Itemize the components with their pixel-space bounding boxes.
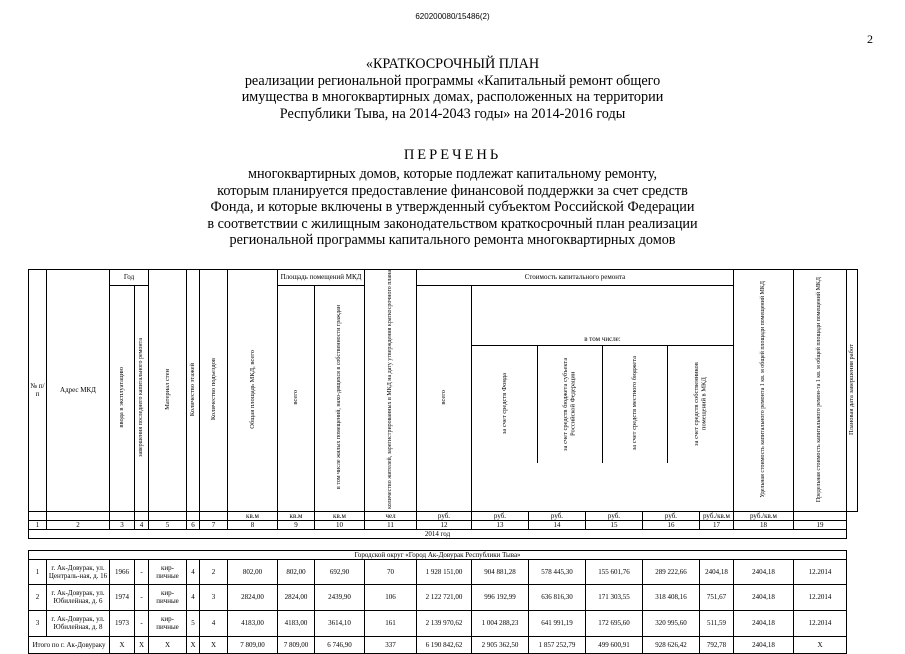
column-number: 19 xyxy=(794,520,847,529)
cell-unit-cost: 2404,18 xyxy=(700,559,734,584)
cell-cost-fund: 904 881,28 xyxy=(472,559,529,584)
column-number: 10 xyxy=(315,520,365,529)
cell-max-cost: 2404,18 xyxy=(734,584,794,610)
cell-cost-local: 172 695,60 xyxy=(586,610,643,636)
column-number: 13 xyxy=(472,520,529,529)
column-number: 18 xyxy=(734,520,794,529)
header-cost-including: в том числе: xyxy=(472,333,733,345)
unit-cell xyxy=(794,511,847,520)
cell-cost-fund: 1 004 288,23 xyxy=(472,610,529,636)
column-number: 5 xyxy=(149,520,187,529)
unit-cell: кв.м xyxy=(228,511,278,520)
column-number: 2 xyxy=(47,520,110,529)
header-cost-total: всего xyxy=(417,285,472,511)
total-cell: 792,78 xyxy=(700,636,734,653)
cell-year-commission: 1966 xyxy=(110,559,135,584)
cell-floors: 4 xyxy=(187,559,200,584)
header-wall-material: Материал стен xyxy=(149,270,187,512)
header-cost-breakdown xyxy=(472,285,734,511)
cell-planned-date: 12.2014 xyxy=(794,610,847,636)
header-address: Адрес МКД xyxy=(47,270,110,512)
cell-year-commission: 1973 xyxy=(110,610,135,636)
total-cell: 928 626,42 xyxy=(643,636,700,653)
header-unit-cost: Удельная стоимость капитального ремонта 1 кв. м общей площади помещений МКД xyxy=(734,270,794,512)
header-residents: количество жителей, зарегистрированных в МКД на дату утверждения краткосрочного плана xyxy=(365,270,417,512)
cell-entrances: 2 xyxy=(200,559,228,584)
total-cell: 2404,18 xyxy=(734,636,794,653)
cell-planned-date: 12.2014 xyxy=(794,584,847,610)
total-cell: X xyxy=(187,636,200,653)
header-year-last-repair: завершения последнего капитального ремонта xyxy=(135,285,149,511)
column-number: 1 xyxy=(29,520,47,529)
total-cell: 1 857 252,79 xyxy=(529,636,586,653)
cell-cost-owners: 289 222,66 xyxy=(643,559,700,584)
column-number: 14 xyxy=(529,520,586,529)
cell-entrances: 3 xyxy=(200,584,228,610)
cell-cost-local: 171 303,55 xyxy=(586,584,643,610)
unit-cell xyxy=(187,511,200,520)
unit-cell xyxy=(47,511,110,520)
cell-premises-total: 4183,00 xyxy=(278,610,315,636)
list-heading: ПЕРЕЧЕНЬ xyxy=(403,147,502,163)
unit-cell: кв.м xyxy=(315,511,365,520)
column-number: 11 xyxy=(365,520,417,529)
total-cell: 7 809,00 xyxy=(278,636,315,653)
cell-planned-date: 12.2014 xyxy=(794,559,847,584)
unit-cell: руб. xyxy=(529,511,586,520)
cell-residents: 106 xyxy=(365,584,417,610)
header-planned-date: Плановая дата завершения работ xyxy=(847,270,858,512)
unit-cell: руб./кв.м xyxy=(700,511,734,520)
document-id: 620200080/15486(2) xyxy=(415,12,490,21)
cell-address: г. Ак-Довурак, ул. Юбилейная, д. 6 xyxy=(47,584,110,610)
header-max-cost: Предельная стоимость капитального ремон-та 1 кв. м общей площади помещений МКД xyxy=(794,270,847,512)
header-premises-residential: в том числе жилых помещений, нахо-дящихся в собственности граждан xyxy=(315,285,365,511)
unit-cell: руб./кв.м xyxy=(734,511,794,520)
cell-year-repair: - xyxy=(135,610,149,636)
cell-address: г. Ак-Довурак, ул. Юбилейная, д. 8 xyxy=(47,610,110,636)
cell-year-commission: 1974 xyxy=(110,584,135,610)
header-cost-owners: за счет средств собственников помещений в МКД xyxy=(693,361,708,446)
total-cell: 7 809,00 xyxy=(228,636,278,653)
cell-cost-total: 1 928 151,00 xyxy=(417,559,472,584)
column-numbers-row xyxy=(29,520,858,529)
column-number: 9 xyxy=(278,520,315,529)
unit-cell xyxy=(200,511,228,520)
title-line: реализации региональной программы «Капитальный ремонт общего xyxy=(244,72,661,89)
list-description xyxy=(0,166,905,249)
cell-num: 1 xyxy=(29,559,47,584)
column-number: 7 xyxy=(200,520,228,529)
header-total-area: Общая площадь МКД, всего xyxy=(228,270,278,512)
total-cell: 6 746,90 xyxy=(315,636,365,653)
description-line: Фонда, и которые включены в утвержденный субъектом Российской Федерации xyxy=(210,199,695,215)
unit-cell: руб. xyxy=(472,511,529,520)
column-number: 6 xyxy=(187,520,200,529)
description-line: региональной программы капитального ремонта многоквартирных домов xyxy=(229,232,676,248)
cell-floors: 4 xyxy=(187,584,200,610)
district-row: Городской округ «Город Ак-Довурак Республики Тыва» xyxy=(29,550,847,559)
units-row xyxy=(29,511,858,520)
description-line: в соответствии с жилищным законодательством краткосрочный план реализации xyxy=(207,215,698,232)
total-cell: X xyxy=(110,636,135,653)
total-cell: 6 190 842,62 xyxy=(417,636,472,653)
cell-floors: 5 xyxy=(187,610,200,636)
cell-residents: 161 xyxy=(365,610,417,636)
cell-cost-owners: 320 995,60 xyxy=(643,610,700,636)
plan-title xyxy=(0,56,905,122)
total-cell: X xyxy=(135,636,149,653)
header-entrances: Количество подъездов xyxy=(200,270,228,512)
header-premises-group: Площадь помещений МКД xyxy=(278,270,365,286)
cell-address: г. Ак-Довурак, ул. Централь-ная, д. 16 xyxy=(47,559,110,584)
cell-premises-total: 802,00 xyxy=(278,559,315,584)
total-label: Итого по г. Ак-Довураку xyxy=(29,636,110,653)
cell-total-area: 2824,00 xyxy=(228,584,278,610)
column-number: 15 xyxy=(586,520,643,529)
header-year-commission: ввода в эксплуатацию xyxy=(110,285,135,511)
title-line: Республики Тыва, на 2014-2043 годы» на 2014-2016 годы xyxy=(279,105,626,122)
cell-wall-material: кир-пичные xyxy=(149,559,187,584)
header-num: № п/п xyxy=(29,270,47,512)
total-cell: 337 xyxy=(365,636,417,653)
housing-table xyxy=(28,269,858,654)
table-row xyxy=(29,584,858,610)
table-row xyxy=(29,559,858,584)
unit-cell: кв.м xyxy=(278,511,315,520)
header-cost-regional: за счет средств бюджета субъекта Российской Федерации xyxy=(537,345,602,463)
column-number: 17 xyxy=(700,520,734,529)
table-row xyxy=(29,610,858,636)
year-section-row: 2014 год xyxy=(29,529,847,538)
total-cell: X xyxy=(149,636,187,653)
column-number: 16 xyxy=(643,520,700,529)
spacer-row xyxy=(29,538,847,550)
description-line: многоквартирных домов, которые подлежат капитальному ремонту, xyxy=(247,166,658,182)
unit-cell: руб. xyxy=(643,511,700,520)
column-number: 8 xyxy=(228,520,278,529)
unit-cell: руб. xyxy=(417,511,472,520)
cell-wall-material: кир-пичные xyxy=(149,584,187,610)
cell-premises-total: 2824,00 xyxy=(278,584,315,610)
description-line: которым планируется предоставление финансовой поддержки за счет средств xyxy=(217,182,688,199)
header-floors: Количество этажей xyxy=(187,270,200,512)
cell-cost-total: 2 139 970,62 xyxy=(417,610,472,636)
column-number: 3 xyxy=(110,520,135,529)
unit-cell: руб. xyxy=(586,511,643,520)
cell-total-area: 802,00 xyxy=(228,559,278,584)
total-cell: 2 905 362,50 xyxy=(472,636,529,653)
cell-total-area: 4183,00 xyxy=(228,610,278,636)
cell-year-repair: - xyxy=(135,584,149,610)
unit-cell xyxy=(135,511,149,520)
cell-unit-cost: 511,59 xyxy=(700,610,734,636)
total-row xyxy=(29,636,858,653)
title-line: «КРАТКОСРОЧНЫЙ ПЛАН xyxy=(365,56,540,72)
header-premises-total: всего xyxy=(278,285,315,511)
page-number: 2 xyxy=(867,32,873,46)
cell-cost-owners: 318 408,16 xyxy=(643,584,700,610)
header-year-group: Год xyxy=(110,270,149,286)
cell-unit-cost: 751,67 xyxy=(700,584,734,610)
cell-cost-regional: 641 991,19 xyxy=(529,610,586,636)
total-cell: X xyxy=(794,636,847,653)
header-cost-fund: за счет средств Фонда xyxy=(472,345,537,463)
cell-cost-local: 155 601,76 xyxy=(586,559,643,584)
cell-cost-regional: 578 445,30 xyxy=(529,559,586,584)
cell-year-repair: - xyxy=(135,559,149,584)
unit-cell xyxy=(110,511,135,520)
header-cost-group: Стоимость капитального ремонта xyxy=(417,270,734,286)
cell-premises-residential: 692,90 xyxy=(315,559,365,584)
cell-max-cost: 2404,18 xyxy=(734,559,794,584)
total-cell: X xyxy=(200,636,228,653)
unit-cell xyxy=(149,511,187,520)
cell-cost-fund: 996 192,99 xyxy=(472,584,529,610)
cell-premises-residential: 3614,10 xyxy=(315,610,365,636)
unit-cell xyxy=(29,511,47,520)
cell-entrances: 4 xyxy=(200,610,228,636)
header-cost-local: за счет средств местного бюджета xyxy=(603,345,668,463)
cell-cost-total: 2 122 721,00 xyxy=(417,584,472,610)
cell-max-cost: 2404,18 xyxy=(734,610,794,636)
cell-premises-residential: 2439,90 xyxy=(315,584,365,610)
unit-cell: чел xyxy=(365,511,417,520)
total-cell: 499 600,91 xyxy=(586,636,643,653)
column-number: 12 xyxy=(417,520,472,529)
title-line: имущества в многоквартирных домах, расположенных на территории xyxy=(241,89,664,105)
cell-num: 2 xyxy=(29,584,47,610)
cell-wall-material: кир-пичные xyxy=(149,610,187,636)
cell-residents: 70 xyxy=(365,559,417,584)
column-number: 4 xyxy=(135,520,149,529)
cell-cost-regional: 636 816,30 xyxy=(529,584,586,610)
cell-num: 3 xyxy=(29,610,47,636)
